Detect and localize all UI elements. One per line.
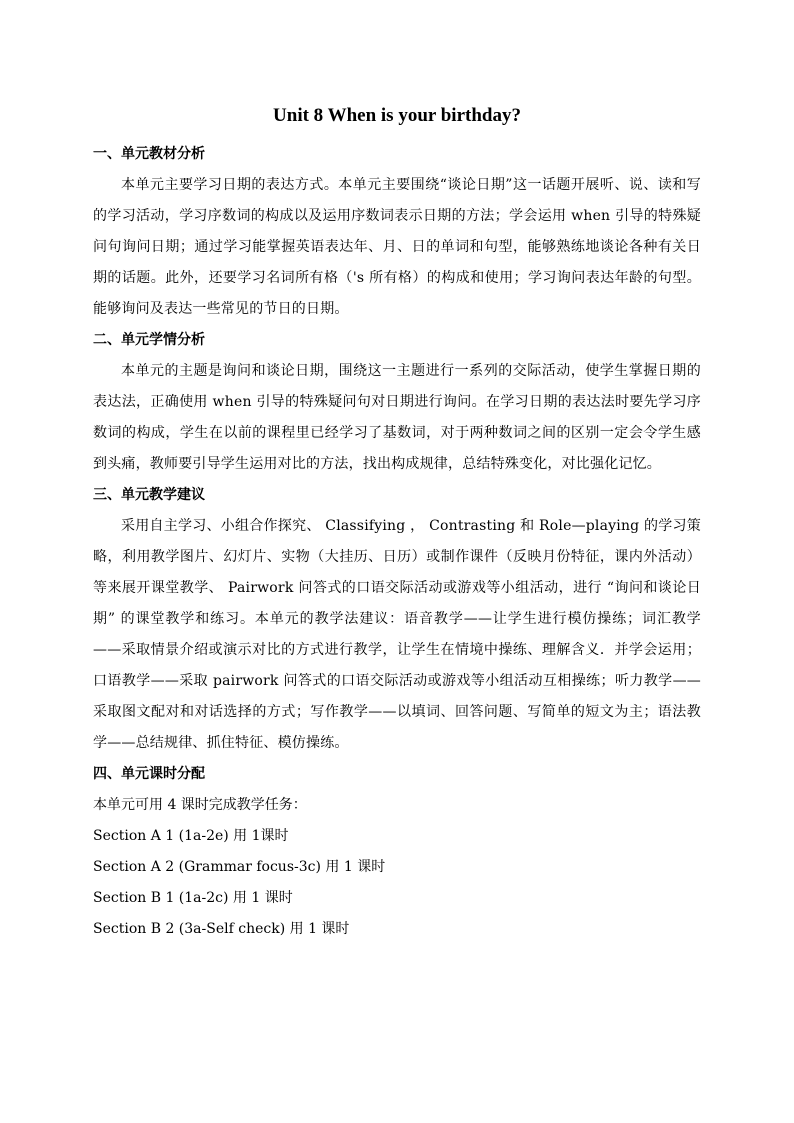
schedule-item: Section A 1 (1a-2e) 用 1课时 [93,828,289,844]
section-heading: 三、单元教学建议 [93,487,205,503]
section-paragraph: 采用自主学习、小组合作探究、 Classifying ， Contrasting 和 Role—playing 的学习策略，利用教学图片、幻灯片、实物（大挂历、日历）或制作课件（反映月份特征，课内外活动）等来展开课堂教学、 Pairwork 问答式的口语交际活动或游戏等小组活动，进行 “询问和谈论日期” 的课堂教学和练习。本单元的教学法建议：语音教学——让学生进行模仿操练；词汇教学——采取情景介绍或演示对比的方式进行教学，让学生在情境中操练、理解含义．并学会运用；口语教学——采取 pairwork 问答式的口语交际活动或游戏等小组活动互相操练；听力教学——采取图文配对和对话选择的方式；写作教学——以填词、回答问题、写简单的短文为主；语法教学——总结规律、抓住特征、模仿操练。 [93,518,701,751]
section-textbook-analysis [93,139,701,325]
section-heading: 二、单元学情分析 [93,332,205,348]
schedule-item: Section B 2 (3a-Self check) 用 1 课时 [93,921,350,937]
section-heading: 四、单元课时分配 [93,766,205,782]
section-paragraph: 本单元的主题是询问和谈论日期，围绕这一主题进行一系列的交际活动，使学生掌握日期的表达法，正确使用 when 引导的特殊疑问句对日期进行询问。在学习日期的表达法时要先学习序数词的构成，学生在以前的课程里已经学习了基数词，对于两种数词之间的区别一定会令学生感到头痛，教师要引导学生运用对比的方法，找出构成规律，总结特殊变化，对比强化记忆。 [93,363,701,472]
section-paragraph: 本单元主要学习日期的表达方式。本单元主要围绕“谈论日期”这一话题开展听、说、读和写的学习活动，学习序数词的构成以及运用序数词表示日期的方法；学会运用 when 引导的特殊疑问句询问日期；通过学习能掌握英语表达年、月、日的单词和句型，能够熟练地谈论各种有关日期的话题。此外，还要学习名词所有格（'s 所有格）的构成和使用；学习询问表达年龄的句型。能够询问及表达一些常见的节日的日期。 [93,177,701,317]
schedule-intro: 本单元可用 4 课时完成教学任务： [93,797,307,813]
document-title: Unit 8 When is your birthday? [273,105,521,126]
section-student-analysis [93,325,701,480]
section-teaching-suggestions [93,480,701,759]
schedule-item: Section A 2 (Grammar focus-3c) 用 1 课时 [93,859,386,875]
section-lesson-allocation [93,759,701,945]
document-body [93,139,701,945]
section-heading: 一、单元教材分析 [93,146,205,162]
schedule-item: Section B 1 (1a-2c) 用 1 课时 [93,890,293,906]
